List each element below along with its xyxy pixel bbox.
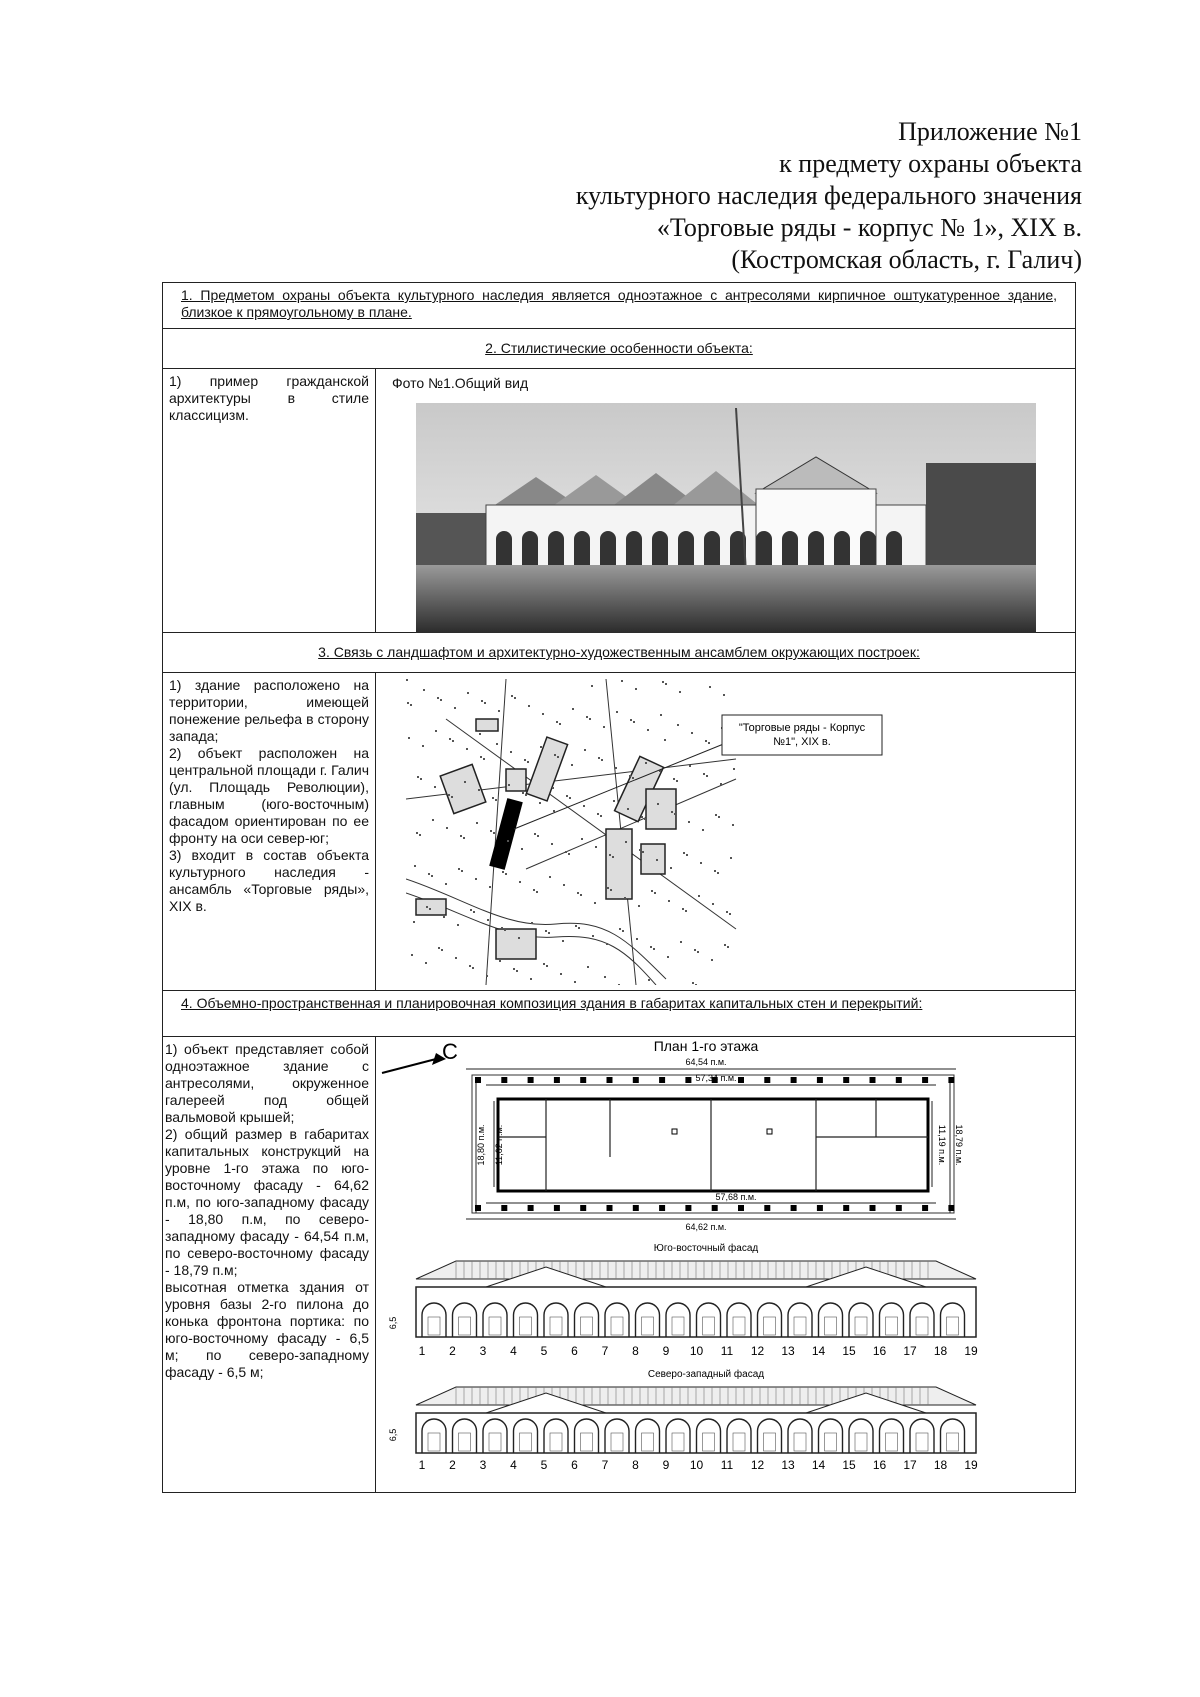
composition-item-2: 2) общий размер в габаритах капитальных конструкций на уровне 1-го этажа по юго-восточному фасаду - 64,62 п.м, по юго-западному фасаду - 18,80 п.м, по северо-западному фасаду - 64,54 п.м, по северо-восточному фасаду - 18,79 п.м; (165, 1126, 369, 1278)
axis-number: 15 (842, 1458, 856, 1472)
protection-table (162, 282, 1076, 1493)
header-line-1: Приложение №1 (898, 117, 1082, 146)
axis-number: 18 (933, 1458, 948, 1472)
facade-se-title: Юго-восточный фасад (653, 1243, 759, 1254)
landscape-item-3: 3) входит в состав объекта культурного наследия - ансамбль «Торговые ряды», XIX в. (169, 847, 369, 914)
dim-left-inner: 11,62 п.м. (494, 1124, 504, 1166)
axis-number: 19 (964, 1344, 978, 1358)
landscape-item-1: 1) здание расположено на территории, имеющей понежение рельефа в сторону запада; (169, 677, 369, 744)
axis-number: 18 (933, 1344, 948, 1358)
facade-northwest-drawing (376, 1365, 1076, 1485)
axis-number: 4 (510, 1344, 517, 1358)
axis-number: 9 (662, 1458, 670, 1472)
axis-number: 13 (781, 1458, 795, 1472)
header-line-2: к предмету охраны объекта (779, 149, 1082, 178)
axis-number: 10 (689, 1458, 704, 1472)
dim-top-outer: 64,54 п.м. (685, 1057, 727, 1067)
axis-number: 15 (842, 1344, 856, 1358)
axis-number: 2 (449, 1458, 456, 1472)
header-line-3: культурного наследия федерального значения (575, 181, 1082, 210)
landscape-item-2: 2) объект расположен на центральной площади г. Галич (ул. Площадь Революции), главным (юго-восточным) фасадом ориентирован по ее фронту на оси север-юг; (169, 745, 369, 846)
axis-number: 13 (781, 1344, 795, 1358)
axis-number: 12 (750, 1458, 765, 1472)
dim-bottom-outer: 64,62 п.м. (685, 1222, 727, 1232)
general-view-photo (416, 393, 1036, 633)
axis-number: 7 (601, 1344, 609, 1358)
axis-number: 17 (903, 1344, 917, 1358)
style-description (163, 369, 376, 633)
axis-number: 10 (689, 1344, 704, 1358)
style-text: 1) пример гражданской архитектуры в стиле классицизм. (169, 373, 369, 423)
dim-right-inner: 11,19 п.м. (937, 1124, 947, 1166)
axis-number: 1 (418, 1344, 426, 1358)
floor-plan-drawing (376, 1037, 1076, 1237)
map-label-line-2: №1", XIX в. (773, 736, 831, 748)
dim-left-outer: 18,80 п.м. (476, 1124, 486, 1166)
axis-number: 9 (662, 1344, 670, 1358)
section-2: 2. Стилистические особенности объекта: (163, 329, 1076, 369)
axis-number: 14 (811, 1458, 826, 1472)
facade-nw-title: Северо-западный фасад (647, 1369, 765, 1380)
section-1: 1. Предметом охраны объекта культурного наследия является одноэтажное с антресолями кирпичное оштукатуренное здание, близкое к прямоугольному в плане. (163, 283, 1076, 329)
facade-southeast-drawing (376, 1237, 1076, 1367)
axis-number: 1 (418, 1458, 426, 1472)
axis-number: 16 (872, 1344, 887, 1358)
axis-number: 8 (632, 1344, 639, 1358)
composition-item-1: 1) объект представляет собой одноэтажное здание с антресолями, окруженное галереей под общей вальмовой крышей; (165, 1041, 369, 1125)
axis-number: 4 (510, 1458, 517, 1472)
axis-number: 7 (601, 1458, 609, 1472)
map-cell (376, 673, 1076, 991)
axis-number: 6 (571, 1344, 578, 1358)
composition-item-3: высотная отметка здания от уровня базы 2-го пилона до конька фронтона портика: по юго-восточному фасаду - 6,5 м; по северо-западному фасаду - 6,5 м; (165, 1279, 369, 1380)
axis-number: 16 (872, 1458, 887, 1472)
map-label-line-1: "Торговые ряды - Корпус (738, 722, 866, 734)
composition-description (163, 1037, 376, 1493)
axis-number: 8 (632, 1458, 639, 1472)
axis-number: 11 (720, 1344, 734, 1358)
north-marker: С (442, 1039, 458, 1064)
axis-number: 17 (903, 1458, 917, 1472)
axis-number: 5 (540, 1458, 548, 1472)
landscape-description (163, 673, 376, 991)
axis-number: 6 (571, 1458, 578, 1472)
facade-se-height-left: 6,5 (388, 1316, 398, 1330)
drawings-cell (376, 1037, 1076, 1493)
axis-number: 19 (964, 1458, 978, 1472)
axis-number: 3 (479, 1458, 487, 1472)
axis-number: 3 (479, 1344, 487, 1358)
dim-bottom-inner: 57,68 п.м. (715, 1192, 757, 1202)
axis-number: 14 (811, 1344, 826, 1358)
axis-number: 2 (449, 1344, 456, 1358)
plan-title: План 1-го этажа (653, 1038, 759, 1054)
axis-number: 12 (750, 1344, 765, 1358)
section-3: 3. Связь с ландшафтом и архитектурно-художественным ансамблем окружающих построек: (163, 633, 1076, 673)
facade-nw-height-left: 6,5 (388, 1428, 398, 1442)
header-line-5: (Костромская область, г. Галич) (731, 245, 1082, 274)
section-4: 4. Объемно-пространственная и планировочная композиция здания в габаритах капитальных стен и перекрытий: (163, 991, 1076, 1037)
site-map (406, 679, 1106, 985)
photo-caption: Фото №1.Общий вид (392, 375, 529, 391)
header-line-4: «Торговые ряды - корпус № 1», XIX в. (656, 213, 1082, 242)
axis-number: 5 (540, 1344, 548, 1358)
dim-top-inner: 57,34 п.м. (695, 1073, 737, 1083)
axis-number: 11 (720, 1458, 734, 1472)
dim-right-outer: 18,79 п.м. (954, 1124, 964, 1166)
photo-cell (376, 369, 1076, 633)
appendix-header (576, 116, 1082, 276)
